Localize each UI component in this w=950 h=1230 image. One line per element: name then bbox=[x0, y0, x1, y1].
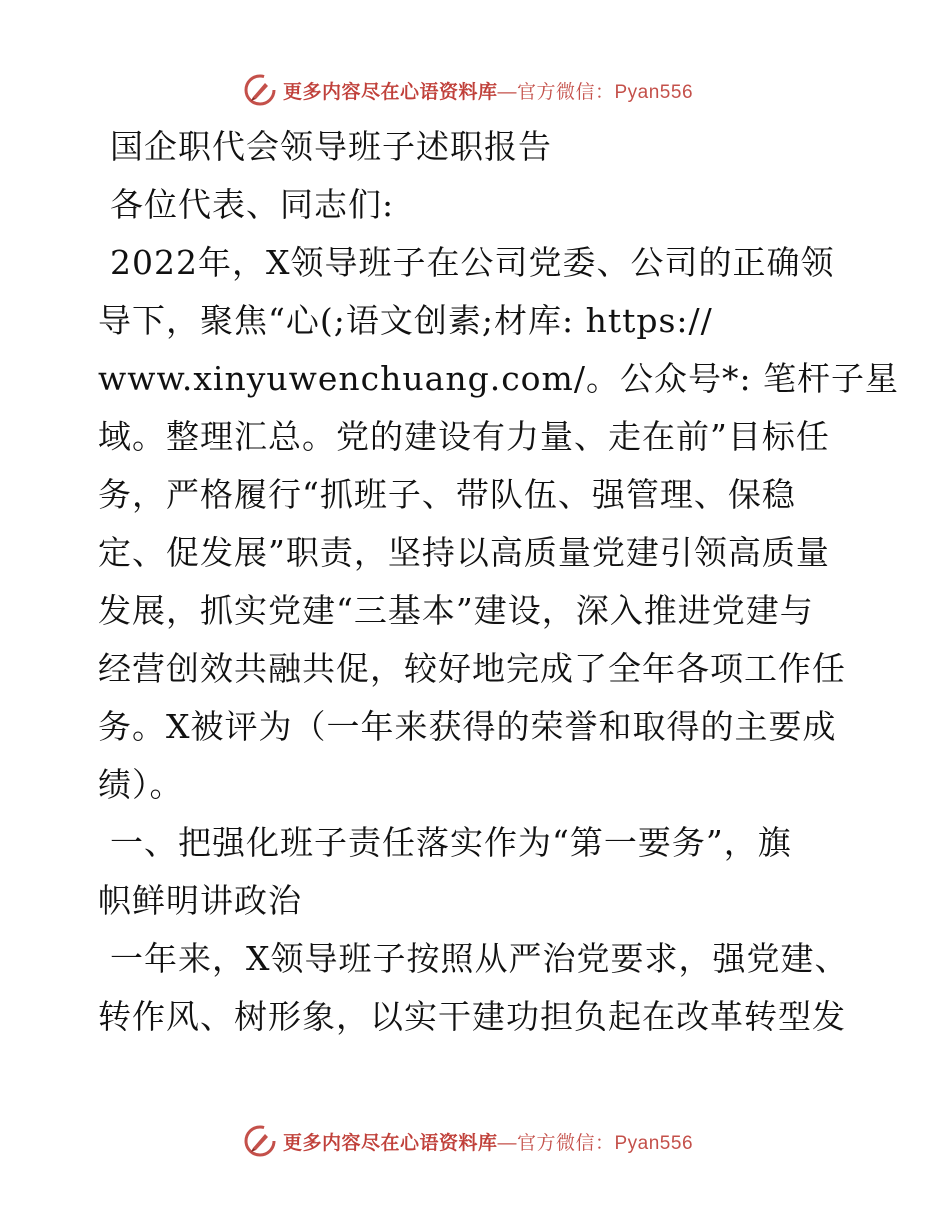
watermark-separator: — bbox=[497, 81, 517, 103]
paragraph-1-line: 务，严格履行“抓班子、带队伍、强管理、保稳 bbox=[98, 475, 796, 514]
document-title: 国企职代会领导班子述职报告 bbox=[110, 127, 552, 166]
header-watermark-inner bbox=[243, 73, 693, 107]
paragraph-1-line: 导下，聚焦“心(;语文创素;材库: https:// bbox=[98, 301, 713, 340]
paragraph-1-line: 务。X被评为（一年来获得的荣誉和取得的主要成 bbox=[98, 707, 837, 746]
paragraph-1-line: 定、促发展”职责，坚持以高质量党建引领高质量 bbox=[98, 533, 830, 572]
paragraph-2-line: 一年来，X领导班子按照从严治党要求，强党建、 bbox=[110, 939, 849, 978]
paragraph-1-line: 域。整理汇总。党的建设有力量、走在前”目标任 bbox=[98, 417, 830, 456]
header-watermark-text bbox=[283, 77, 693, 104]
header-watermark bbox=[0, 70, 950, 110]
paragraph-1-line: 2022年，X领导班子在公司党委、公司的正确领 bbox=[110, 243, 835, 282]
paragraph-1-line: 绩）。 bbox=[98, 765, 184, 804]
watermark-wechat: 官方微信：Pyan556 bbox=[517, 1132, 694, 1154]
paragraph-1 bbox=[98, 234, 900, 814]
section-heading-1 bbox=[98, 814, 850, 930]
watermark-wechat: 官方微信：Pyan556 bbox=[517, 81, 694, 103]
paragraph-1-line: 经营创效共融共促，较好地完成了全年各项工作任 bbox=[98, 649, 846, 688]
section-heading-1-line: 帜鲜明讲政治 bbox=[98, 881, 302, 920]
footer-watermark bbox=[0, 1121, 950, 1161]
salutation: 各位代表、同志们: bbox=[110, 185, 395, 224]
pen-nib-logo-icon bbox=[243, 1124, 277, 1158]
watermark-brand: 更多内容尽在心语资料库 bbox=[282, 1132, 498, 1154]
paragraph-1-line: www.xinyuwenchuang.com/。公众号*: 笔杆子星 bbox=[98, 359, 900, 398]
footer-watermark-inner bbox=[243, 1124, 693, 1158]
document-body bbox=[98, 118, 900, 1046]
paragraph-1-line: 发展，抓实党建“三基本”建设，深入推进党建与 bbox=[98, 591, 814, 630]
watermark-separator: — bbox=[497, 1132, 517, 1154]
pen-nib-logo-icon bbox=[243, 73, 277, 107]
watermark-brand: 更多内容尽在心语资料库 bbox=[282, 81, 498, 103]
footer-watermark-text bbox=[283, 1128, 693, 1155]
section-heading-1-line: 一、把强化班子责任落实作为“第一要务”，旗 bbox=[110, 823, 792, 862]
paragraph-2 bbox=[98, 930, 850, 1046]
paragraph-2-line: 转作风、树形象，以实干建功担负起在改革转型发 bbox=[98, 997, 846, 1036]
